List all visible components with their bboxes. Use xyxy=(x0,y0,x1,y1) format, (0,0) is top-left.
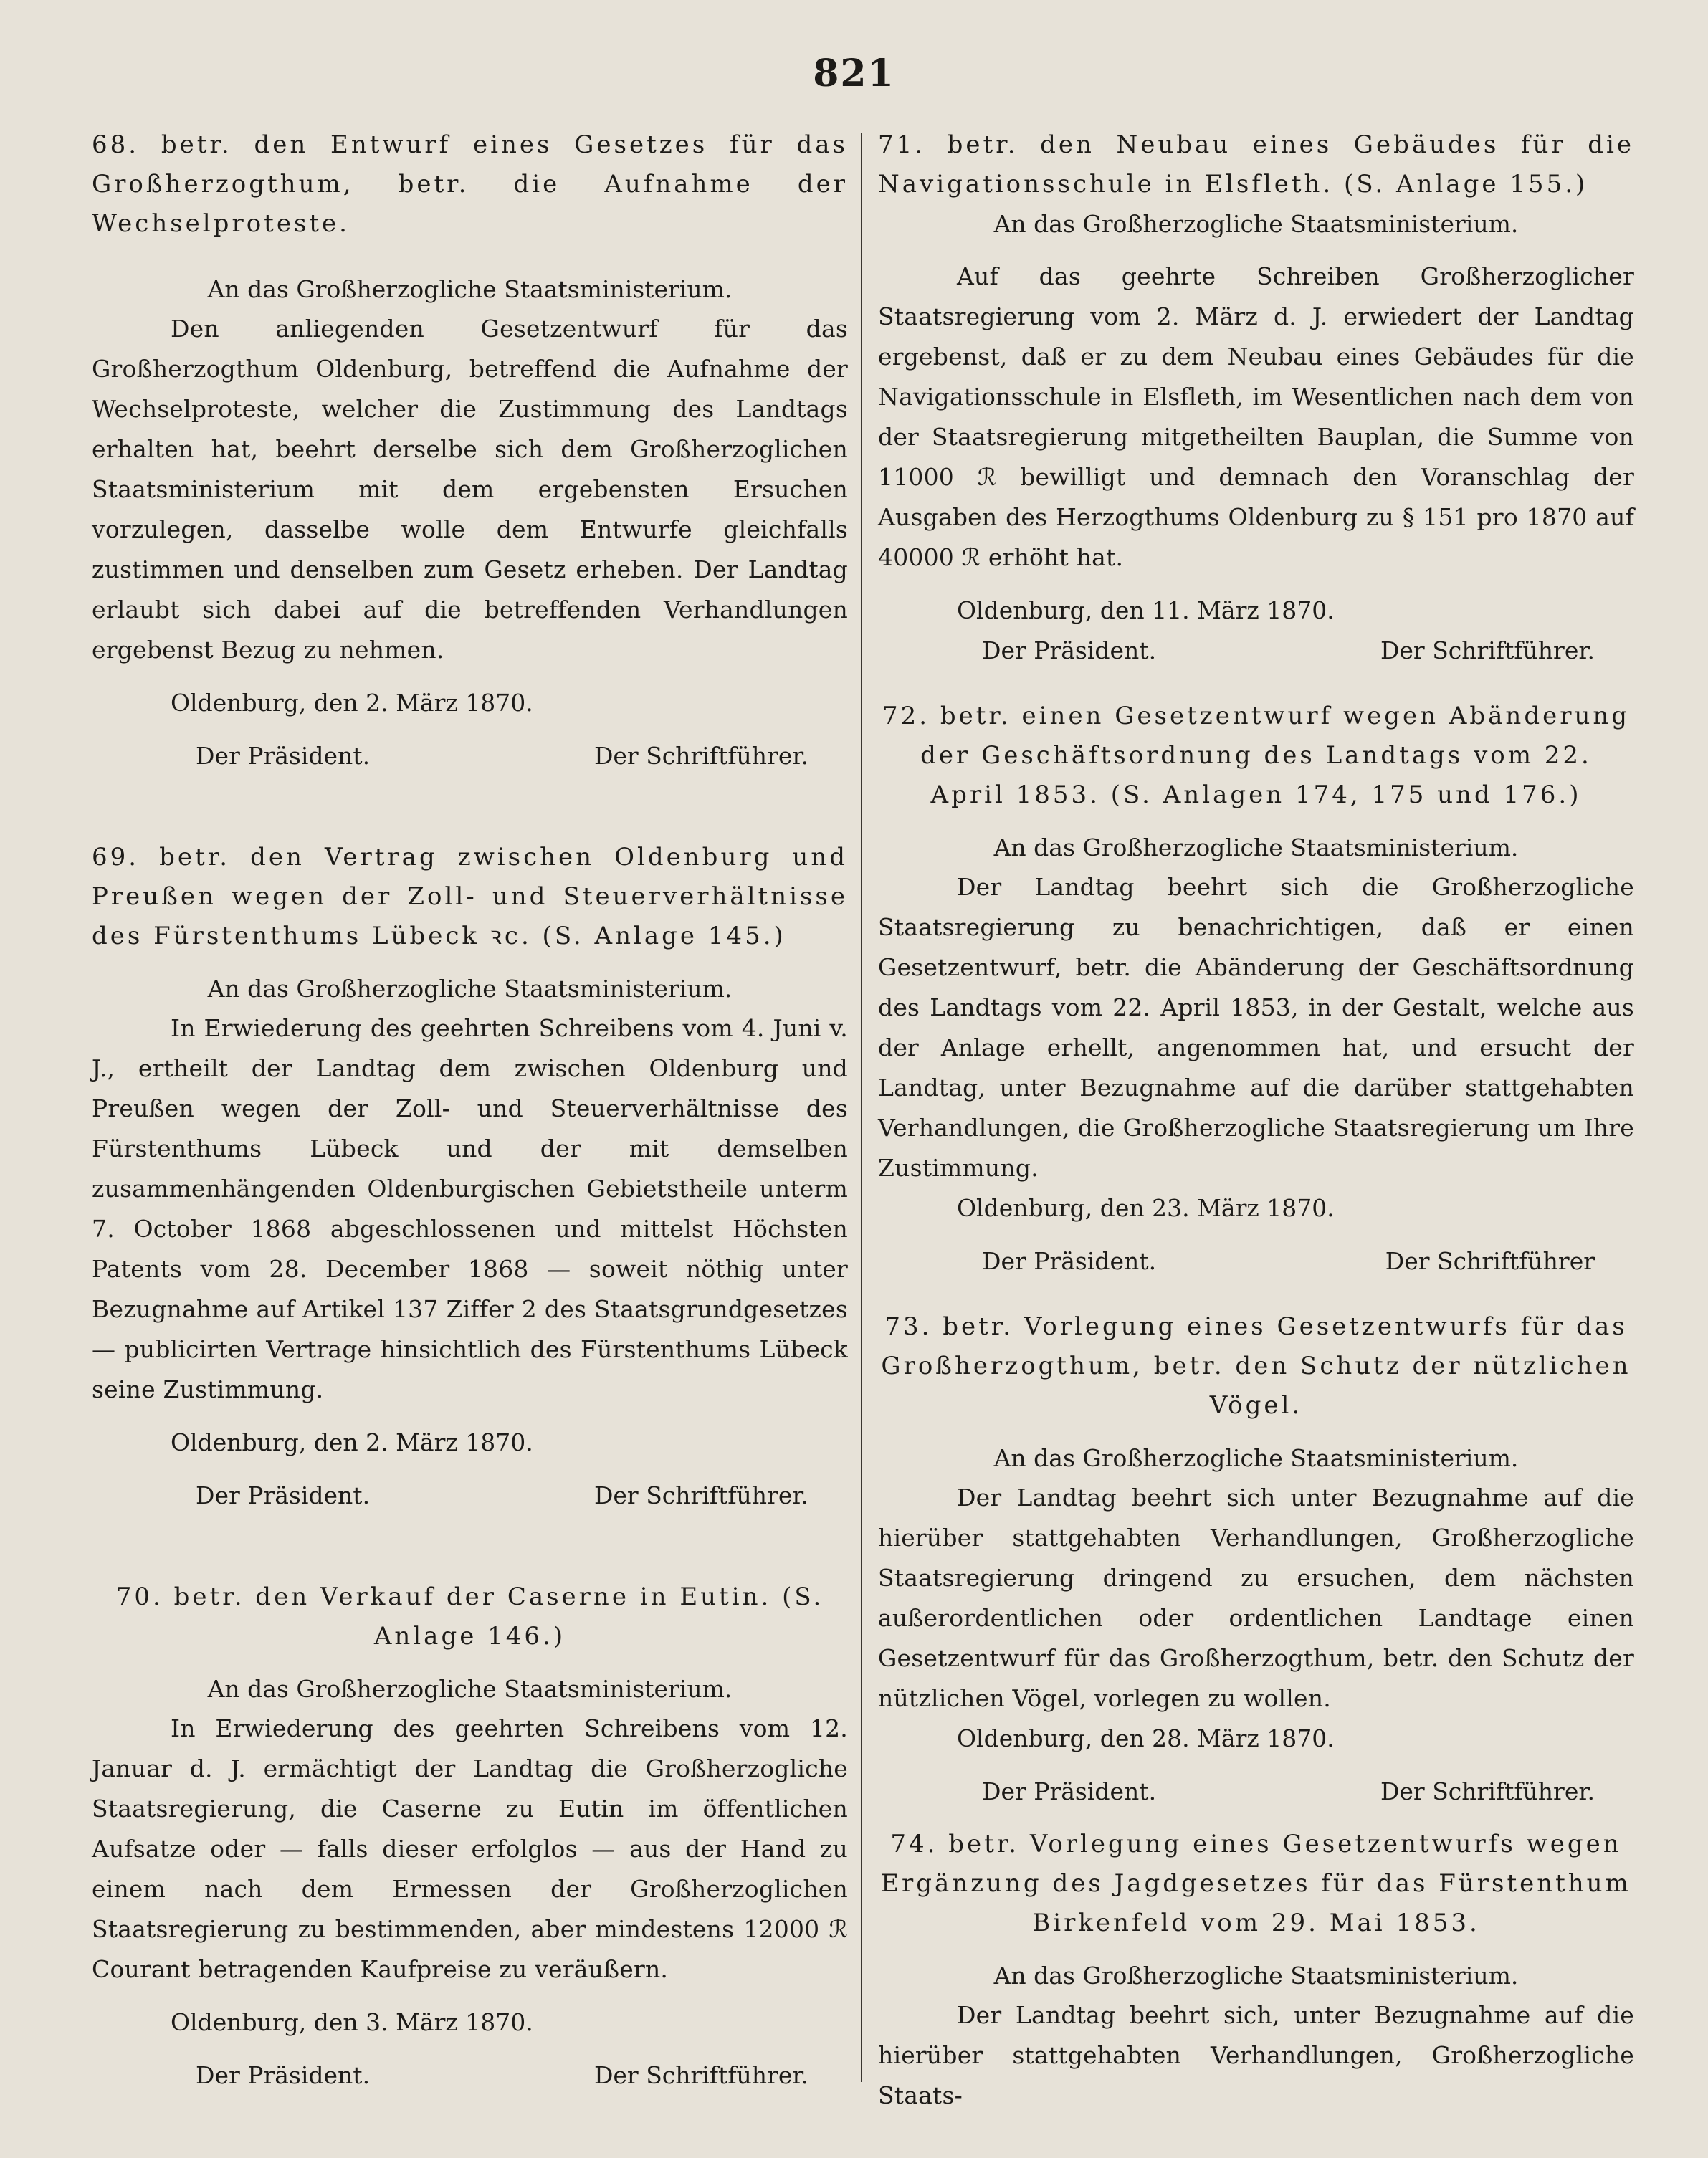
secretary-signature: Der Schriftführer. xyxy=(1380,636,1595,664)
signature-line xyxy=(878,1772,1634,1812)
entry-69 xyxy=(92,838,848,1516)
entry-body: Der Landtag beehrt sich, unter Bezugnahme auf die hierüber stattgehabten Verhandlungen, Großherzogliche Staats- xyxy=(878,2001,1634,2109)
secretary-signature: Der Schriftführer. xyxy=(1380,1777,1595,1805)
entry-dateline: Oldenburg, den 2. März 1870. xyxy=(171,689,533,717)
entry-body: Den anliegenden Gesetzentwurf für das Großherzogthum Oldenburg, betreffend die Aufnahme der Wechselproteste, welcher die Zustimmung des Landtags erhalten hat, beehrt derselbe sich dem Großherzoglichen Staatsministerium mit dem ergebensten Ersuchen vorzulegen, dasselbe wolle dem Entwurfe gleichfalls zustimmen und denselben zum Gesetz erheben. Der Landtag erlaubt sich dabei auf die betreffenden Verhandlungen ergebenst Bezug zu nehmen. xyxy=(92,315,848,664)
entry-body: In Erwiederung des geehrten Schreibens vom 12. Januar d. J. ermächtigt der Landtag die Großherzogliche Staatsregierung, die Caserne zu Eutin im öffentlichen Aufsatze oder — falls dieser erfolglos — aus der Hand zu einem nach dem Ermessen der Großherzoglichen Staatsregierung zu bestimmenden, aber mindestens 12000 ℛ Courant betragenden Kaufpreise zu veräußern. xyxy=(92,1714,848,1983)
entry-74 xyxy=(878,1825,1634,2116)
entry-71 xyxy=(878,125,1634,671)
page-number: 821 xyxy=(813,52,895,95)
signature-line xyxy=(92,736,848,776)
entry-dateline: Oldenburg, den 23. März 1870. xyxy=(957,1194,1335,1222)
entry-addressee: An das Großherzogliche Staatsministerium. xyxy=(993,1962,1519,1990)
secretary-signature: Der Schriftführer xyxy=(1385,1247,1595,1275)
entry-heading: 69. betr. den Vertrag zwischen Oldenburg und Preußen wegen der Zoll- und Steuerverhältnisse des Fürstenthums Lübeck ꝛc. (S. Anlage 145.) xyxy=(92,843,848,950)
entry-body: In Erwiederung des geehrten Schreibens vom 4. Juni v. J., ertheilt der Landtag dem zwischen Oldenburg und Preußen wegen der Zoll- und Steuerverhältnisse des Fürstenthums Lübeck und der mit demselben zusammenhängenden Oldenburgischen Gebietstheile unterm 7. October 1868 abgeschlossenen und mittelst Höchsten Patents vom 28. December 1868 — soweit nöthig unter Bezugnahme auf Artikel 137 Ziffer 2 des Staatsgrundgesetzes — publicirten Vertrage hinsichtlich des Fürstenthums Lübeck seine Zustimmung. xyxy=(92,1014,848,1403)
entry-heading: 68. betr. den Entwurf eines Gesetzes für das Großherzogthum, betr. die Aufnahme der Wechselproteste. xyxy=(92,130,848,238)
entry-body: Der Landtag beehrt sich unter Bezugnahme auf die hierüber stattgehabten Verhandlungen, Großherzogliche Staatsregierung dringend zu ersuchen, dem nächsten außerordentlichen oder ordentlichen Landtage einen Gesetzentwurf für das Großherzogthum, betr. den Schutz der nützlichen Vögel, vorlegen zu wollen. xyxy=(878,1484,1634,1712)
signature-line xyxy=(878,1241,1634,1281)
entry-addressee: An das Großherzogliche Staatsministerium. xyxy=(207,275,733,303)
signature-line xyxy=(92,1476,848,1516)
president-signature: Der Präsident. xyxy=(982,1247,1157,1275)
entry-heading: 71. betr. den Neubau eines Gebäudes für die Navigationsschule in Elsfleth. (S. Anlage 155.) xyxy=(878,130,1634,199)
secretary-signature: Der Schriftführer. xyxy=(593,742,808,770)
president-signature: Der Präsident. xyxy=(982,1777,1157,1805)
entry-dateline: Oldenburg, den 3. März 1870. xyxy=(171,2008,533,2036)
president-signature: Der Präsident. xyxy=(982,636,1157,664)
entry-70 xyxy=(92,1577,848,2096)
secretary-signature: Der Schriftführer. xyxy=(593,2061,808,2089)
entry-body: Der Landtag beehrt sich die Großherzogliche Staatsregierung zu benachrichtigen, daß er einen Gesetzentwurf, betr. die Abänderung der Geschäftsordnung des Landtags vom 22. April 1853, in der Gestalt, welche aus der Anlage erhellt, angenommen hat, und ersucht der Landtag, unter Bezugnahme auf die darüber stattgehabten Verhandlungen, die Großherzogliche Staatsregierung um Ihre Zustimmung. xyxy=(878,873,1634,1182)
column-divider xyxy=(861,133,862,2082)
right-column xyxy=(878,125,1634,2116)
entry-72 xyxy=(878,697,1634,1281)
entry-body: Auf das geehrte Schreiben Großherzoglicher Staatsregierung vom 2. März d. J. erwiedert der Landtag ergebenst, daß er zu dem Neubau eines Gebäudes für die Navigationsschule in Elsfleth, im Wesentlichen nach dem von der Staatsregierung mitgetheilten Bauplan, die Summe von 11000 ℛ bewilligt und demnach den Voranschlag der Ausgaben des Herzogthums Oldenburg zu § 151 pro 1870 auf 40000 ℛ erhöht hat. xyxy=(878,262,1634,571)
entry-dateline: Oldenburg, den 28. März 1870. xyxy=(957,1724,1335,1752)
entry-68 xyxy=(92,125,848,776)
entry-addressee: An das Großherzogliche Staatsministerium. xyxy=(993,1444,1519,1472)
entry-addressee: An das Großherzogliche Staatsministerium. xyxy=(207,1675,733,1703)
signature-line xyxy=(878,631,1634,671)
entry-addressee: An das Großherzogliche Staatsministerium. xyxy=(993,210,1519,238)
entry-addressee: An das Großherzogliche Staatsministerium. xyxy=(207,975,733,1003)
left-column xyxy=(92,125,848,2096)
entry-73 xyxy=(878,1307,1634,1812)
secretary-signature: Der Schriftführer. xyxy=(593,1481,808,1509)
signature-line xyxy=(92,2056,848,2096)
entry-dateline: Oldenburg, den 11. März 1870. xyxy=(957,596,1335,624)
entry-heading: 73. betr. Vorlegung eines Gesetzentwurfs für das Großherzogthum, betr. den Schutz der nützlichen Vögel. xyxy=(881,1312,1631,1420)
president-signature: Der Präsident. xyxy=(196,2061,371,2089)
entry-dateline: Oldenburg, den 2. März 1870. xyxy=(171,1428,533,1456)
entry-heading: 70. betr. den Verkauf der Caserne in Eutin. (S. Anlage 146.) xyxy=(115,1582,824,1651)
entry-heading: 72. betr. einen Gesetzentwurf wegen Abänderung der Geschäftsordnung des Landtags vom 22. April 1853. (S. Anlagen 174, 175 und 176.) xyxy=(882,702,1631,809)
president-signature: Der Präsident. xyxy=(196,742,371,770)
entry-addressee: An das Großherzogliche Staatsministerium. xyxy=(993,834,1519,861)
entry-heading: 74. betr. Vorlegung eines Gesetzentwurfs wegen Ergänzung des Jagdgesetzes für das Fürstenthum Birkenfeld vom 29. Mai 1853. xyxy=(881,1830,1631,1937)
president-signature: Der Präsident. xyxy=(196,1481,371,1509)
